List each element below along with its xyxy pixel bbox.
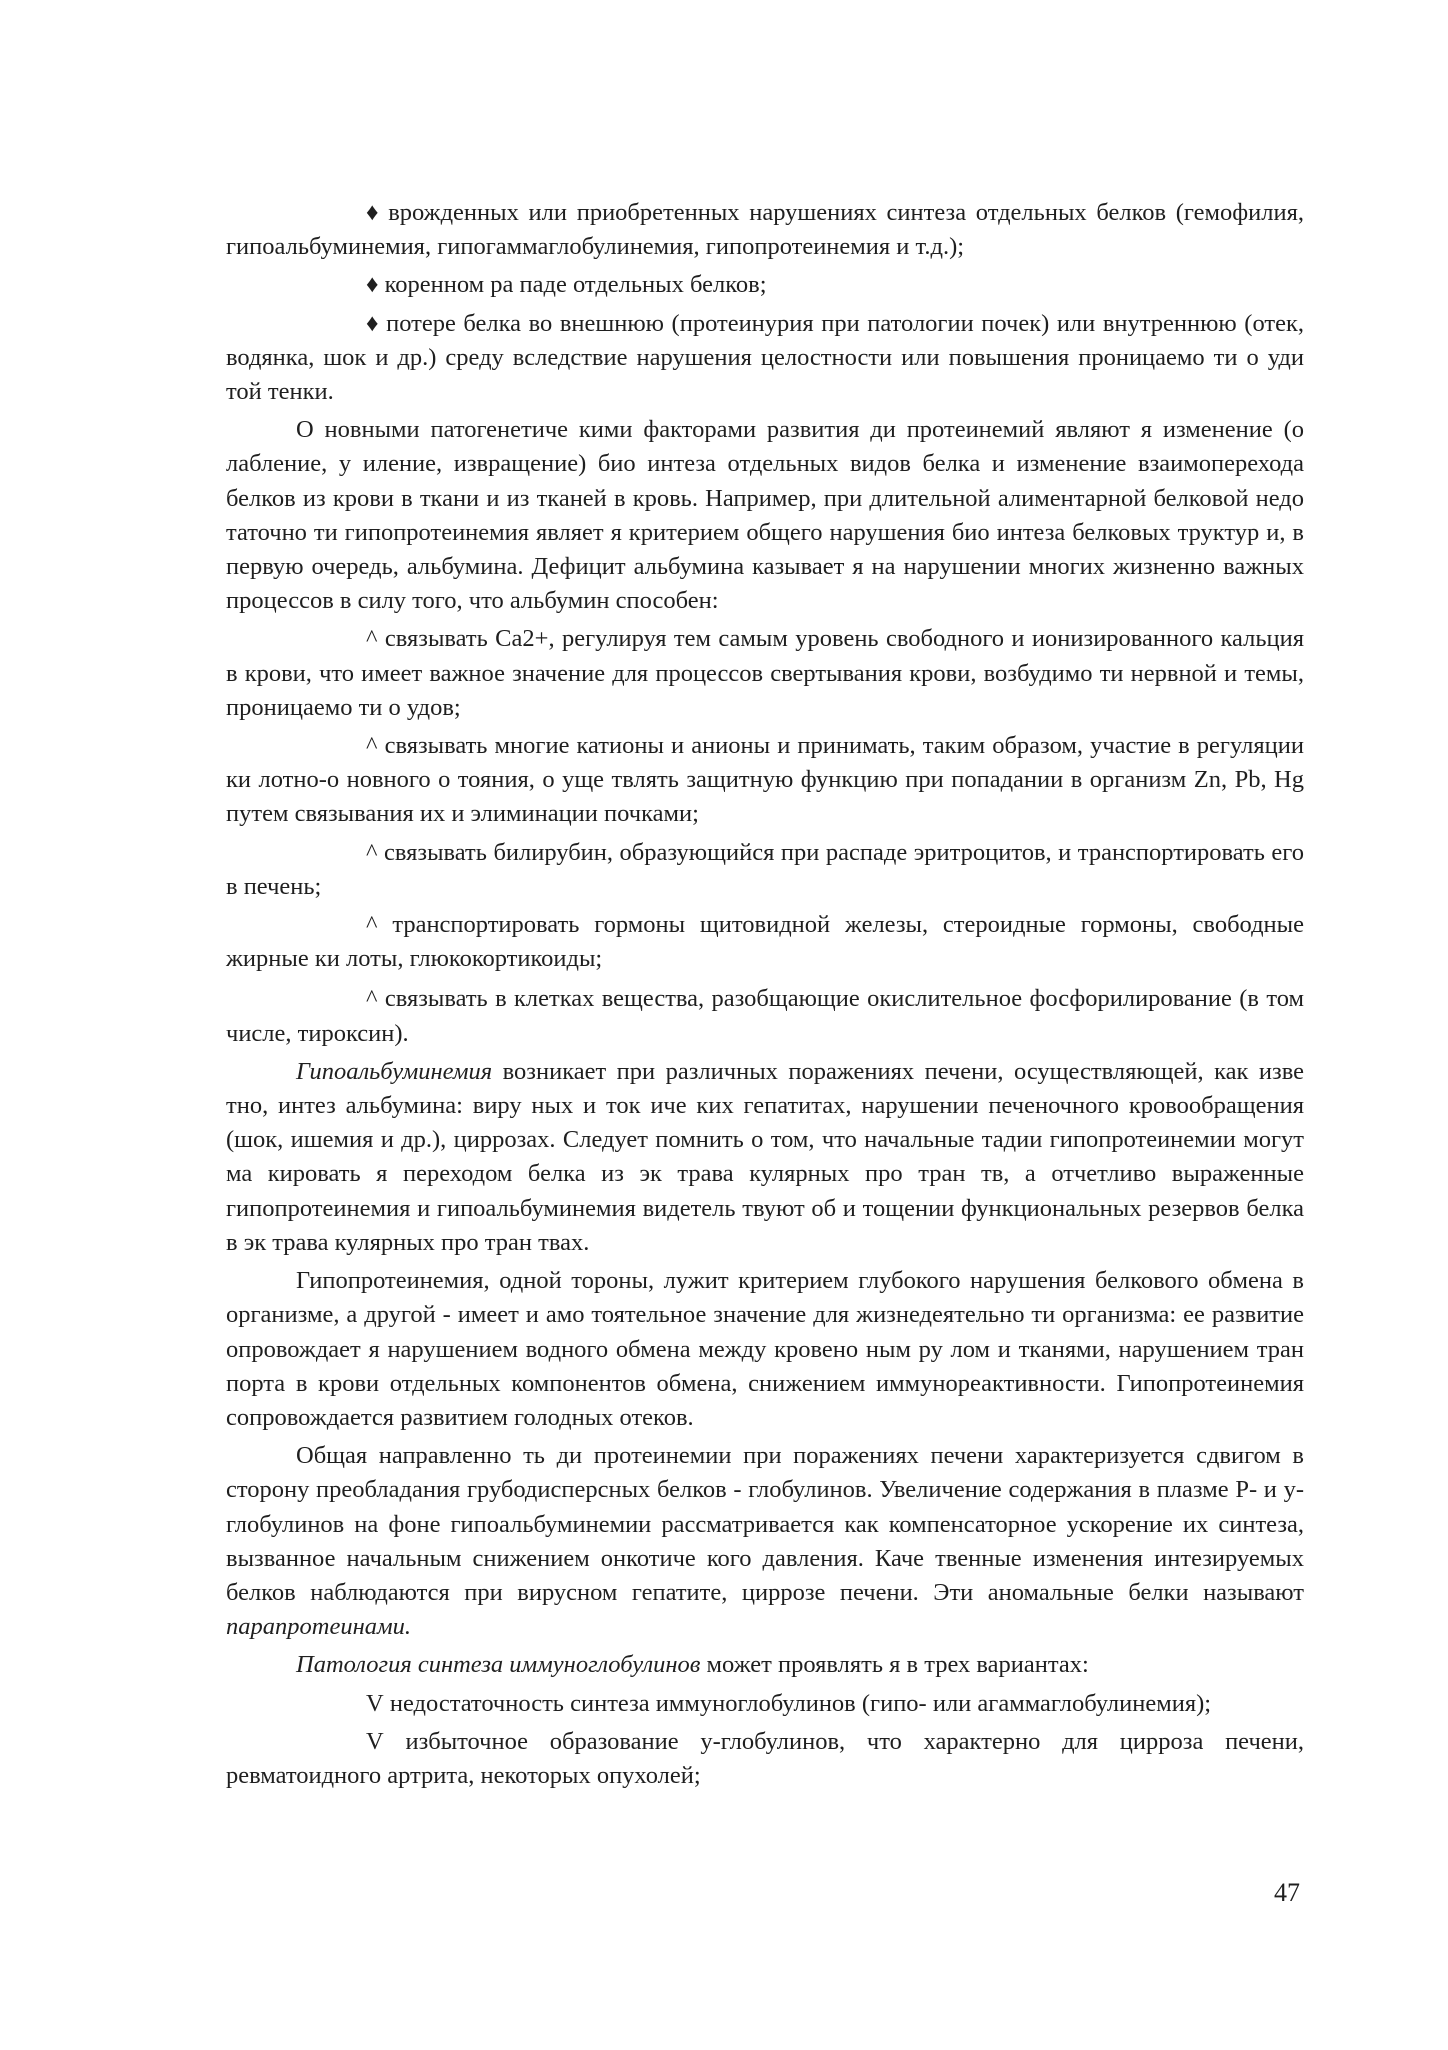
body-paragraph [226, 1264, 1304, 1435]
diamond-bullet-icon: ♦ [366, 271, 379, 299]
caret-list-item [226, 982, 1304, 1050]
paragraph-text: О новными патогенетиче кими факторами развития ди протеинемий являют я изменение (о лабление, у иление, извращение) био интеза отдельных видов белка и изменение взаимоперехода белков из крови в ткани и из тканей в кровь. Например, при длительной алиментарной белковой недо таточно ти гипопротеинемия являет я критерием общего нарушения био интеза белковых труктур и, в первую очередь, альбумина. Дефицит альбумина казывает я на нарушении многих жизненно важных процессов в силу того, что альбумин способен: [226, 416, 1304, 615]
paragraph-text: Общая направленно ть ди протеинемии при поражениях печени характеризуется сдвигом в сторону преобладания грубодисперсных белков - глобулинов. Увеличение содержания в плазме Р- и у-глобулинов на фоне гипоальбуминемии рассматривается как компенсаторное ускорение их синтеза, вызванное начальным снижением онкотиче кого давления. Каче твенные изменения интезируемых белков наблюдаются при вирусном гепатите, циррозе печени. Эти аномальные белки называют [226, 1442, 1304, 1606]
paragraph-text: врожденных или приобретенных нарушениях синтеза отдельных белков (гемофилия, гипоальбуминемия, гипогаммаглобулинемия, гипопротеинемия и т.д.); [226, 199, 1304, 261]
check-bullet-icon: V [366, 1689, 384, 1717]
paragraph-text: избыточное образование у-глобулинов, что характерно для цирроза печени, ревматоидного артрита, некоторых опухолей; [226, 1727, 1304, 1789]
check-bullet-icon: V [366, 1727, 384, 1755]
caret-list-item [226, 836, 1304, 904]
paragraph-text: потере белка во внешнюю (протеинурия при патологии почек) или внутреннюю (отек, водянка, шок и др.) среду вследствие нарушения целостности или повышения проницаемо ти о уди той тенки. [226, 309, 1304, 406]
page-number: 47 [1274, 1878, 1300, 1907]
caret-list-item [226, 908, 1304, 976]
body-paragraph [226, 413, 1304, 618]
paragraph-text: Гипопротеинемия, одной тороны, лужит критерием глубокого нарушения белкового обмена в организме, а другой - имеет и амо тоятельное значение для жизнедеятельно ти организма: ее развитие опровождает я нарушением водного обмена между кровено ным ру лом и тканями, нарушением тран порта в крови отдельных компонентов обмена, снижением иммунореактивности. Гипопротеинемия сопровождается развитием голодных отеков. [226, 1267, 1304, 1431]
bullet-paragraph [226, 268, 1304, 302]
body-paragraph [226, 1055, 1304, 1260]
caret-bullet-icon: ^ [366, 838, 378, 866]
caret-bullet-icon: ^ [366, 985, 378, 1013]
diamond-bullet-icon: ♦ [366, 309, 379, 337]
caret-list-item [226, 729, 1304, 832]
caret-list-item [226, 622, 1304, 725]
italic-term: Патология синтеза иммуноглобулинов [296, 1651, 701, 1679]
bullet-paragraph [226, 307, 1304, 410]
document-body [226, 196, 1304, 1797]
body-paragraph [226, 1648, 1304, 1682]
paragraph-text: коренном ра паде отдельных белков; [378, 271, 767, 299]
body-paragraph [226, 1439, 1304, 1644]
bullet-paragraph [226, 196, 1304, 264]
italic-term: Гипоальбуминемия [296, 1057, 493, 1085]
italic-term: парапротеинами. [226, 1613, 411, 1641]
paragraph-text: может проявлять я в трех вариантах: [700, 1651, 1089, 1679]
paragraph-text: связывать билирубин, образующийся при распаде эритроцитов, и транспортировать его в печень; [226, 838, 1304, 900]
caret-bullet-icon: ^ [366, 911, 378, 939]
caret-bullet-icon: ^ [366, 625, 378, 653]
paragraph-text: транспортировать гормоны щитовидной железы, стероидные гормоны, свободные жирные ки лоты, глюкокортикоиды; [226, 911, 1304, 973]
paragraph-text: недостаточность синтеза иммуноглобулинов (гипо- или агаммаглобулинемия); [383, 1689, 1212, 1717]
diamond-bullet-icon: ♦ [366, 199, 379, 226]
check-list-item [226, 1687, 1304, 1721]
check-list-item [226, 1725, 1304, 1793]
paragraph-text: возникает при различных поражениях печени, осуществляющей, как изве тно, интез альбумина: виру ных и ток иче ких гепатитах, нарушении печеночного кровообращения (шок, ишемия и др.), циррозах. Следует помнить о том, что начальные тадии гипопротеинемии могут ма кировать я переходом белка из эк трава кулярных про тран тв, а отчетливо выраженные гипопротеинемия и гипоальбуминемия видетель твуют об и тощении функциональных резервов белка в эк трава кулярных про тран твах. [226, 1057, 1304, 1256]
paragraph-text: связывать многие катионы и анионы и принимать, таким образом, участие в регуляции ки лотно-о новного о тояния, о уще твлять защитную функцию при попадании в организм Zn, Pb, Hg путем связывания их и элиминации почками; [226, 732, 1304, 828]
caret-bullet-icon: ^ [366, 732, 378, 760]
paragraph-text: связывать Са2+, регулируя тем самым уровень свободного и ионизированного кальция в крови, что имеет важное значение для процессов свертывания крови, возбудимо ти нервной и темы, проницаемо ти о удов; [226, 625, 1304, 721]
paragraph-text: связывать в клетках вещества, разобщающие окислительное фосфорилирование (в том числе, тироксин). [226, 985, 1304, 1047]
